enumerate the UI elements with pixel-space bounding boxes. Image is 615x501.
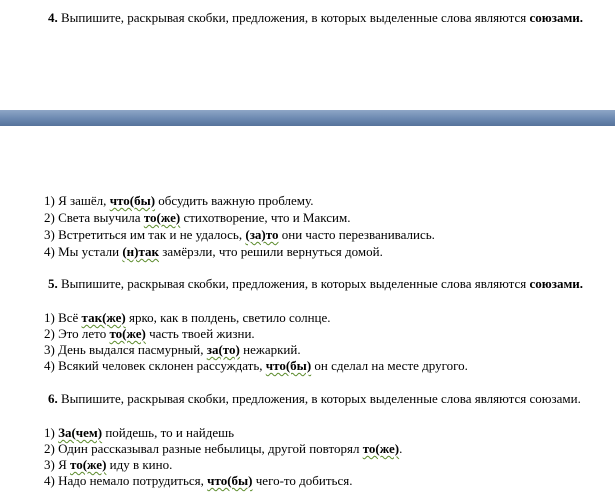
item-text: 1) Я зашёл, <box>44 193 110 208</box>
task-5-item-4 <box>44 358 468 374</box>
task-4-item-2 <box>44 210 350 226</box>
item-text: 2) Один рассказывал разные небылицы, другой повторял <box>44 441 363 456</box>
item-text: ярко, как в полдень, светило солнце. <box>125 310 331 325</box>
highlighted-word: то(же) <box>109 326 146 341</box>
item-text: обсудить важную проблему. <box>155 193 314 208</box>
task-4-heading <box>24 10 584 26</box>
highlighted-word: (за)то <box>245 227 279 242</box>
item-text: он сделал на месте другого. <box>311 358 468 373</box>
item-text: часть твоей жизни. <box>145 326 255 341</box>
task-5-text: Выпишите, раскрывая скобки, предложения, в которых выделенные слова являются <box>57 276 530 291</box>
item-text: 4) Всякий человек склонен рассуждать, <box>44 358 266 373</box>
task-6-item-1 <box>44 425 234 441</box>
highlighted-word: что(бы) <box>109 193 156 208</box>
item-text: 1) <box>44 425 59 440</box>
item-text: они часто перезванивались. <box>278 227 435 242</box>
task-4-item-3 <box>44 227 435 243</box>
item-text: чего-то добиться. <box>252 473 353 488</box>
task-4-text: Выпишите, раскрывая скобки, предложения, в которых выделенные слова являются <box>57 10 530 25</box>
task-5-heading <box>24 276 584 292</box>
item-text: . <box>399 441 403 456</box>
item-text: нежаркий. <box>239 342 301 357</box>
item-text: 3) Встретиться им так и не удалось, <box>44 227 246 242</box>
highlighted-word: что(бы) <box>207 473 253 488</box>
item-text: 3) День выдался пасмурный, <box>44 342 207 357</box>
highlighted-word: то(же) <box>143 210 181 225</box>
item-text: пойдешь, то и найдешь <box>102 425 235 440</box>
page-gap <box>0 110 615 126</box>
task-6-text: Выпишите, раскрывая скобки, предложения, в которых выделенные слова являются союзами. <box>57 391 581 406</box>
task-6-item-4 <box>44 473 352 489</box>
item-text: 2) Света выучила <box>44 210 144 225</box>
task-4-number: 4. <box>48 10 58 25</box>
item-text: 1) Всё <box>44 310 82 325</box>
highlighted-word: за(то) <box>206 342 240 357</box>
item-text: иду в кино. <box>106 457 173 472</box>
item-text: 4) Мы устали <box>44 244 123 259</box>
item-text: 4) Надо немало потрудиться, <box>44 473 208 488</box>
task-5-item-3 <box>44 342 301 358</box>
task-4-bold-end: союзами. <box>529 10 584 25</box>
item-text: стихотворение, что и Максим. <box>180 210 351 225</box>
task-5-item-1 <box>44 310 331 326</box>
task-4-item-4 <box>44 244 383 260</box>
highlighted-word: За(чем) <box>58 425 103 440</box>
highlighted-word: так(же) <box>81 310 126 325</box>
highlighted-word: (н)так <box>122 244 159 259</box>
task-5-item-2 <box>44 326 255 342</box>
item-text: 2) Это лето <box>44 326 110 341</box>
task-6-heading <box>24 391 584 407</box>
task-6-item-3 <box>44 457 172 473</box>
task-5-bold-end: союзами. <box>529 276 584 291</box>
highlighted-word: что(бы) <box>265 358 312 373</box>
task-5-number: 5. <box>48 276 58 291</box>
task-4-item-1 <box>44 193 313 209</box>
item-text: 3) Я <box>44 457 70 472</box>
task-6-item-2 <box>44 441 402 457</box>
highlighted-word: то(же) <box>362 441 400 456</box>
item-text: замёрзли, что решили вернуться домой. <box>159 244 383 259</box>
task-6-number: 6. <box>48 391 58 406</box>
highlighted-word: то(же) <box>70 457 107 472</box>
